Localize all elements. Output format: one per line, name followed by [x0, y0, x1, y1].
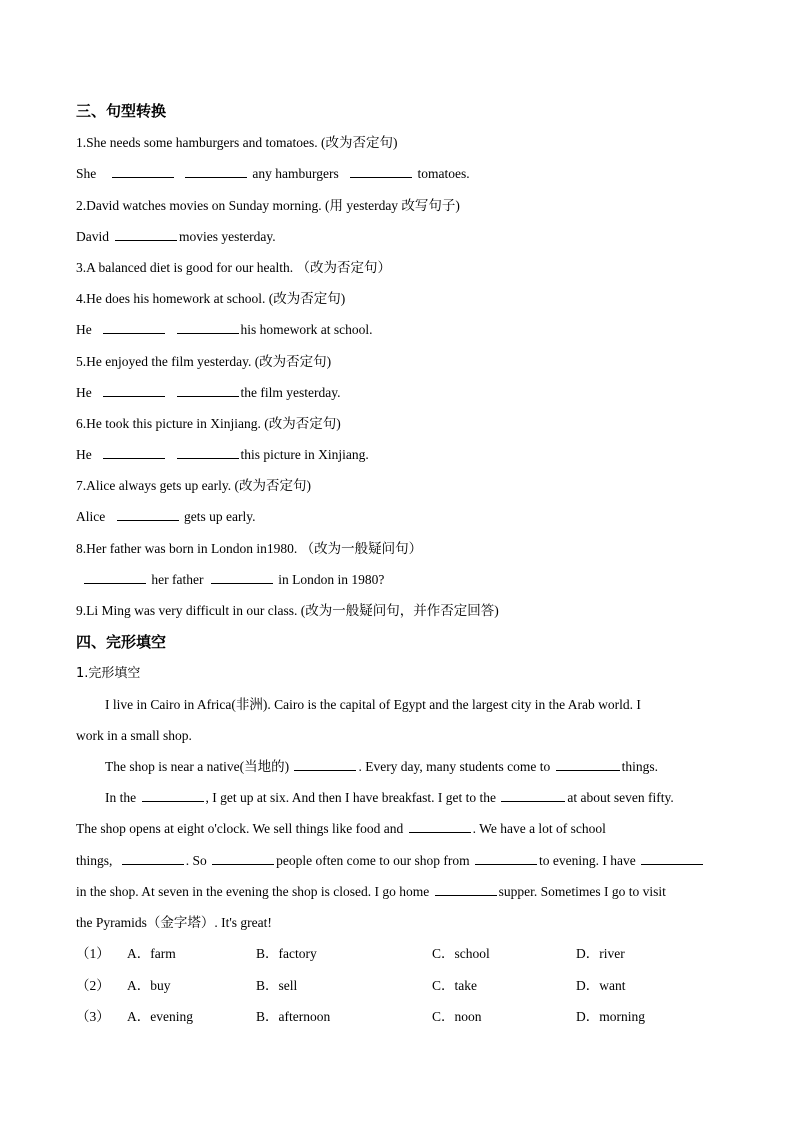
cloze-blank-2[interactable]	[556, 758, 620, 771]
option-b[interactable]: B．afternoon	[256, 1009, 331, 1024]
q6-stem: 6.He took this picture in Xinjiang. (改为否定句)	[76, 416, 341, 431]
q4-blank-2[interactable]	[177, 321, 239, 334]
cloze-blank-7[interactable]	[212, 852, 274, 865]
option-c[interactable]: C．school	[432, 946, 490, 961]
q1-blank-3[interactable]	[350, 165, 412, 178]
q3-stem: 3.A balanced diet is good for our health. （改为否定句）	[76, 260, 391, 275]
q7-word-2: gets up early.	[184, 509, 256, 524]
q1-blank-2[interactable]	[185, 165, 247, 178]
q9-stem: 9.Li Ming was very difficult in our class. (改为一般疑问句，并作否定回答)	[76, 603, 499, 618]
q2-answer-line	[76, 228, 276, 246]
q2-stem: 2.David watches movies on Sunday morning. (用 yesterday 改写句子)	[76, 198, 460, 213]
passage-text: things,	[76, 853, 113, 868]
q4-word-1: He	[76, 322, 92, 337]
q7-stem: 7.Alice always gets up early. (改为否定句)	[76, 478, 311, 493]
passage-line-8: the Pyramids（金字塔）. It's great!	[76, 915, 272, 930]
q2-blank-1[interactable]	[115, 228, 177, 241]
section4-subtitle: 1.完形填空	[76, 666, 141, 681]
q1-blank-1[interactable]	[112, 165, 174, 178]
passage-text: supper. Sometimes I go to visit	[498, 884, 666, 899]
option-a[interactable]: A．buy	[127, 978, 171, 993]
q7-answer-line	[76, 508, 255, 526]
q7-blank-1[interactable]	[117, 508, 179, 521]
option-d[interactable]: D．river	[576, 946, 625, 961]
q6-blank-1[interactable]	[103, 446, 165, 459]
q4-stem: 4.He does his homework at school. (改为否定句)	[76, 291, 346, 306]
cloze-blank-6[interactable]	[122, 852, 184, 865]
option-c[interactable]: C．take	[432, 978, 477, 993]
q5-word-2: the film yesterday.	[240, 385, 341, 400]
q2-word-1: David	[76, 229, 109, 244]
q5-blank-2[interactable]	[177, 384, 239, 397]
q1-stem: 1.She needs some hamburgers and tomatoes. (改为否定句)	[76, 135, 398, 150]
passage-text: . So	[185, 853, 207, 868]
cloze-blank-1[interactable]	[294, 758, 356, 771]
option-number: （2）	[76, 978, 110, 993]
q1-word-1: She	[76, 166, 97, 181]
q8-word-2: in London in 1980?	[278, 572, 385, 587]
q4-answer-line	[76, 321, 372, 339]
option-number: （3）	[76, 1009, 110, 1024]
option-d[interactable]: D．morning	[576, 1009, 645, 1024]
q8-stem: 8.Her father was born in London in1980. （改为一般疑问句）	[76, 541, 423, 556]
q6-blank-2[interactable]	[177, 446, 239, 459]
q8-answer-line	[82, 571, 384, 589]
option-d[interactable]: D．want	[576, 978, 626, 993]
passage-line-6	[76, 852, 705, 870]
passage-line-3	[105, 758, 658, 776]
q6-answer-line	[76, 446, 369, 464]
option-b[interactable]: B．sell	[256, 978, 298, 993]
passage-text: in the shop. At seven in the evening the shop is closed. I go home	[76, 884, 430, 899]
option-b[interactable]: B．factory	[256, 946, 317, 961]
section3-title: 三、句型转换	[76, 102, 167, 120]
passage-text: at about seven fifty.	[567, 790, 674, 805]
passage-text: In the	[105, 790, 137, 805]
option-number: （1）	[76, 946, 110, 961]
q1-answer-line	[76, 165, 470, 183]
cloze-blank-5[interactable]	[409, 820, 471, 833]
q8-word-1: her father	[151, 572, 204, 587]
q2-word-2: movies yesterday.	[179, 229, 276, 244]
cloze-blank-4[interactable]	[501, 789, 565, 802]
passage-text: people often come to our shop from	[276, 853, 470, 868]
q8-blank-2[interactable]	[211, 571, 273, 584]
cloze-blank-3[interactable]	[142, 789, 204, 802]
q5-answer-line	[76, 384, 340, 402]
section4-title: 四、完形填空	[76, 633, 167, 651]
passage-line-4	[105, 789, 674, 807]
option-a[interactable]: A．farm	[127, 946, 176, 961]
passage-text: . We have a lot of school	[472, 821, 606, 836]
option-c[interactable]: C．noon	[432, 1009, 482, 1024]
passage-line-2: work in a small shop.	[76, 728, 192, 743]
passage-text: things.	[621, 759, 659, 774]
q6-word-1: He	[76, 447, 92, 462]
cloze-blank-8[interactable]	[475, 852, 537, 865]
q1-word-2: any hamburgers	[252, 166, 339, 181]
q4-blank-1[interactable]	[103, 321, 165, 334]
q6-word-2: this picture in Xinjiang.	[240, 447, 369, 462]
q5-stem: 5.He enjoyed the film yesterday. (改为否定句)	[76, 354, 332, 369]
q5-blank-1[interactable]	[103, 384, 165, 397]
q1-word-3: tomatoes.	[417, 166, 470, 181]
passage-text: The shop is near a native(当地的)	[105, 759, 290, 774]
passage-line-1: I live in Cairo in Africa(非洲). Cairo is the capital of Egypt and the largest city in the Arab world. I	[105, 697, 641, 712]
q8-blank-1[interactable]	[84, 571, 146, 584]
passage-text: , I get up at six. And then I have breakfast. I get to the	[205, 790, 497, 805]
passage-line-5	[76, 820, 606, 838]
passage-text: . Every day, many students come to	[358, 759, 551, 774]
option-a[interactable]: A．evening	[127, 1009, 193, 1024]
cloze-blank-10[interactable]	[435, 883, 497, 896]
q4-word-2: his homework at school.	[240, 322, 373, 337]
passage-text: The shop opens at eight o'clock. We sell things like food and	[76, 821, 404, 836]
cloze-blank-9[interactable]	[641, 852, 703, 865]
passage-text: to evening. I have	[538, 853, 636, 868]
passage-line-7	[76, 883, 666, 901]
q7-word-1: Alice	[76, 509, 106, 524]
q5-word-1: He	[76, 385, 92, 400]
